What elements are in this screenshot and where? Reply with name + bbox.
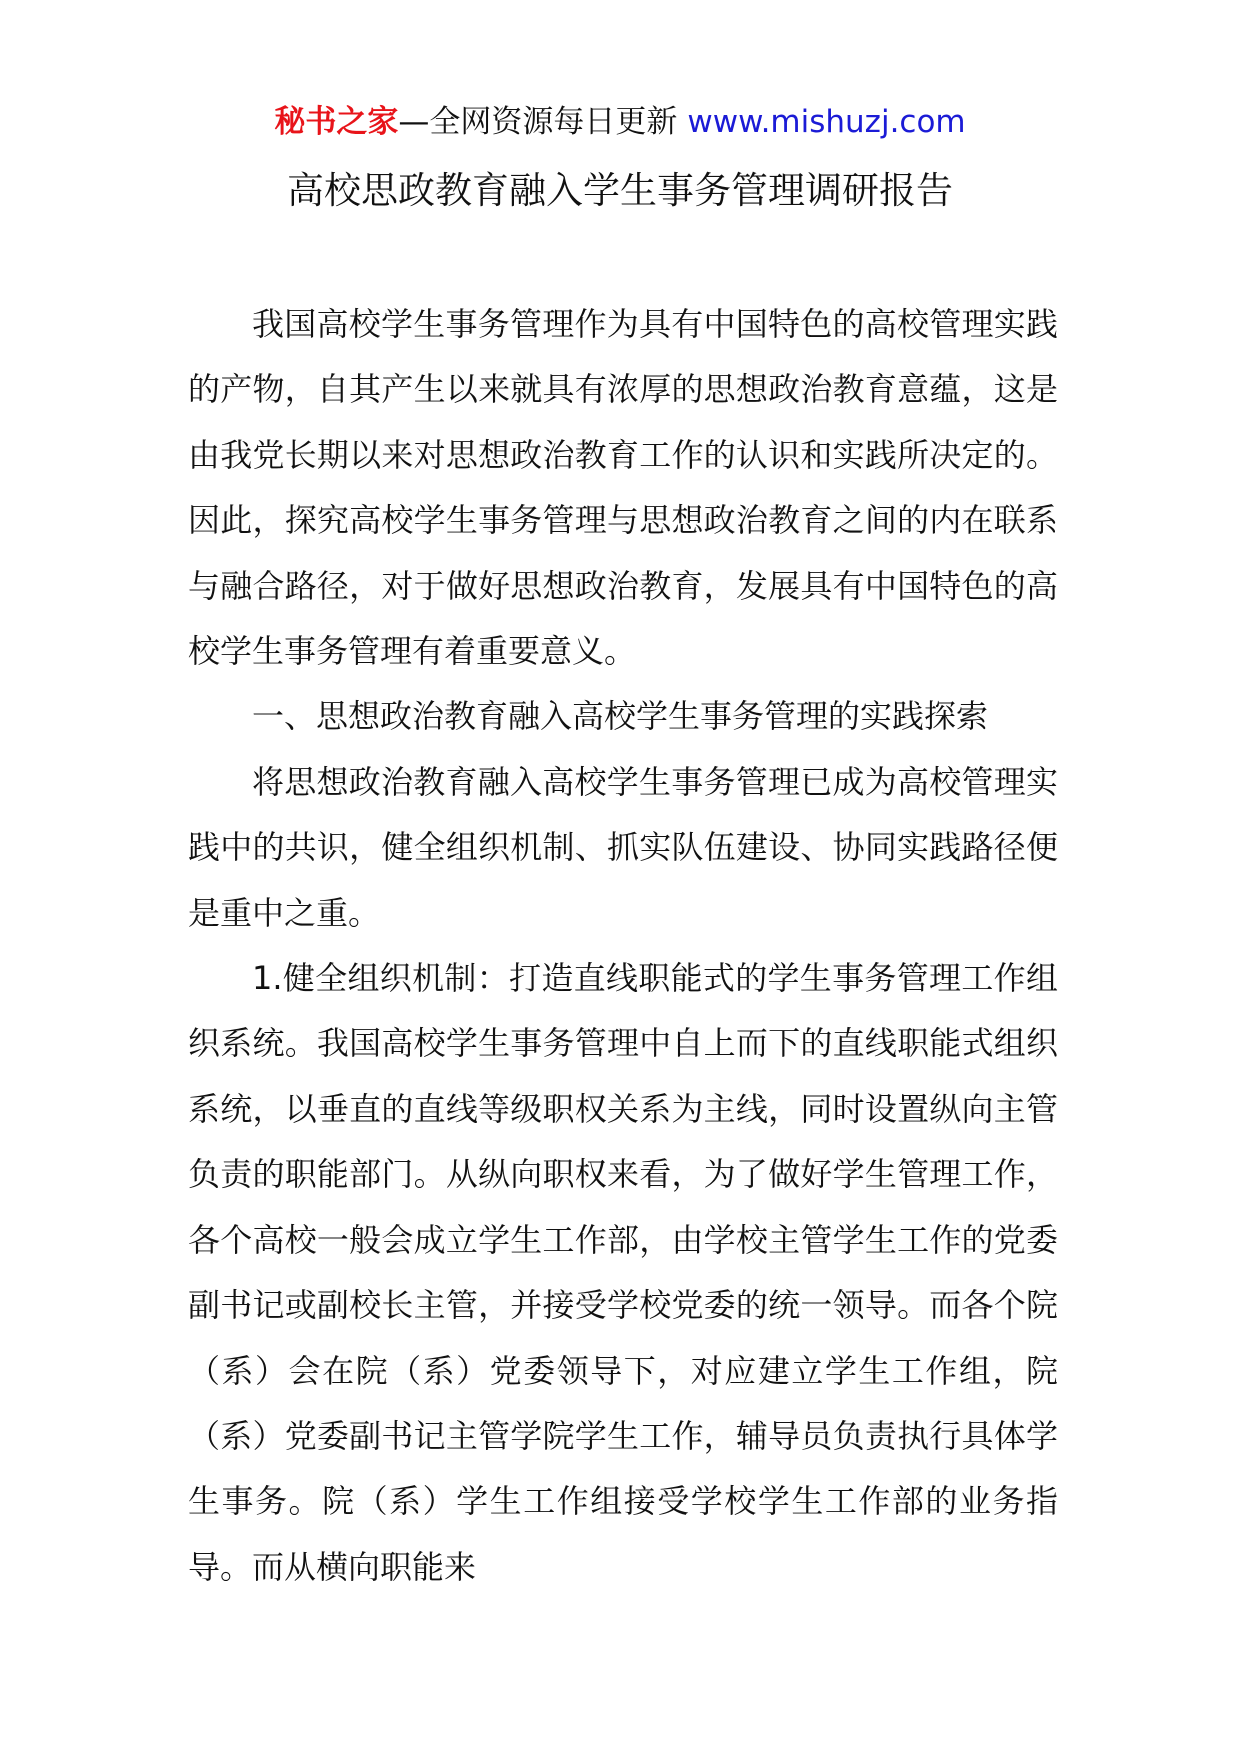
section-heading: 一、思想政治教育融入高校学生事务管理的实践探索 xyxy=(252,697,989,736)
subsection-paragraph: 1.健全组织机制：打造直线职能式的学生事务管理工作组织系统。我国高校学生事务管理中自上而下的直线职能式组织系统，以垂直的直线等级职权关系为主线，同时设置纵向主管负责的职能部门。从纵向职权来看，为了做好学生管理工作，各个高校一般会成立学生工作部，由学校主管学生工作的党委副书记或副校长主管，并接受学校党委的统一领导。而各个院（系）会在院（系）党委领导下，对应建立学生工作组，院（系）党委副书记主管学院学生工作，辅导员负责执行具体学生事务。院（系）学生工作组接受学校学生工作部的业务指导。而从横向职能来 xyxy=(188,959,1058,1586)
website-link[interactable]: www.mishuzj.com xyxy=(687,104,966,140)
section-paragraph: 将思想政治教育融入高校学生事务管理已成为高校管理实践中的共识，健全组织机制、抓实队伍建设、协同实践路径便是重中之重。 xyxy=(188,762,1058,932)
intro-paragraph: 我国高校学生事务管理作为具有中国特色的高校管理实践的产物，自其产生以来就具有浓厚的思想政治教育意蕴，这是由我党长期以来对思想政治教育工作的认识和实践所决定的。因此，探究高校学生事务管理与思想政治教育之间的内在联系与融合路径，对于做好思想政治教育，发展具有中国特色的高校学生事务管理有着重要意义。 xyxy=(188,305,1058,671)
page-header xyxy=(0,100,1240,144)
header-slogan: —全网资源每日更新 xyxy=(398,104,678,140)
brand-name: 秘书之家 xyxy=(274,104,399,140)
document-title: 高校思政教育融入学生事务管理调研报告 xyxy=(287,169,953,212)
document-body xyxy=(188,292,1058,1600)
